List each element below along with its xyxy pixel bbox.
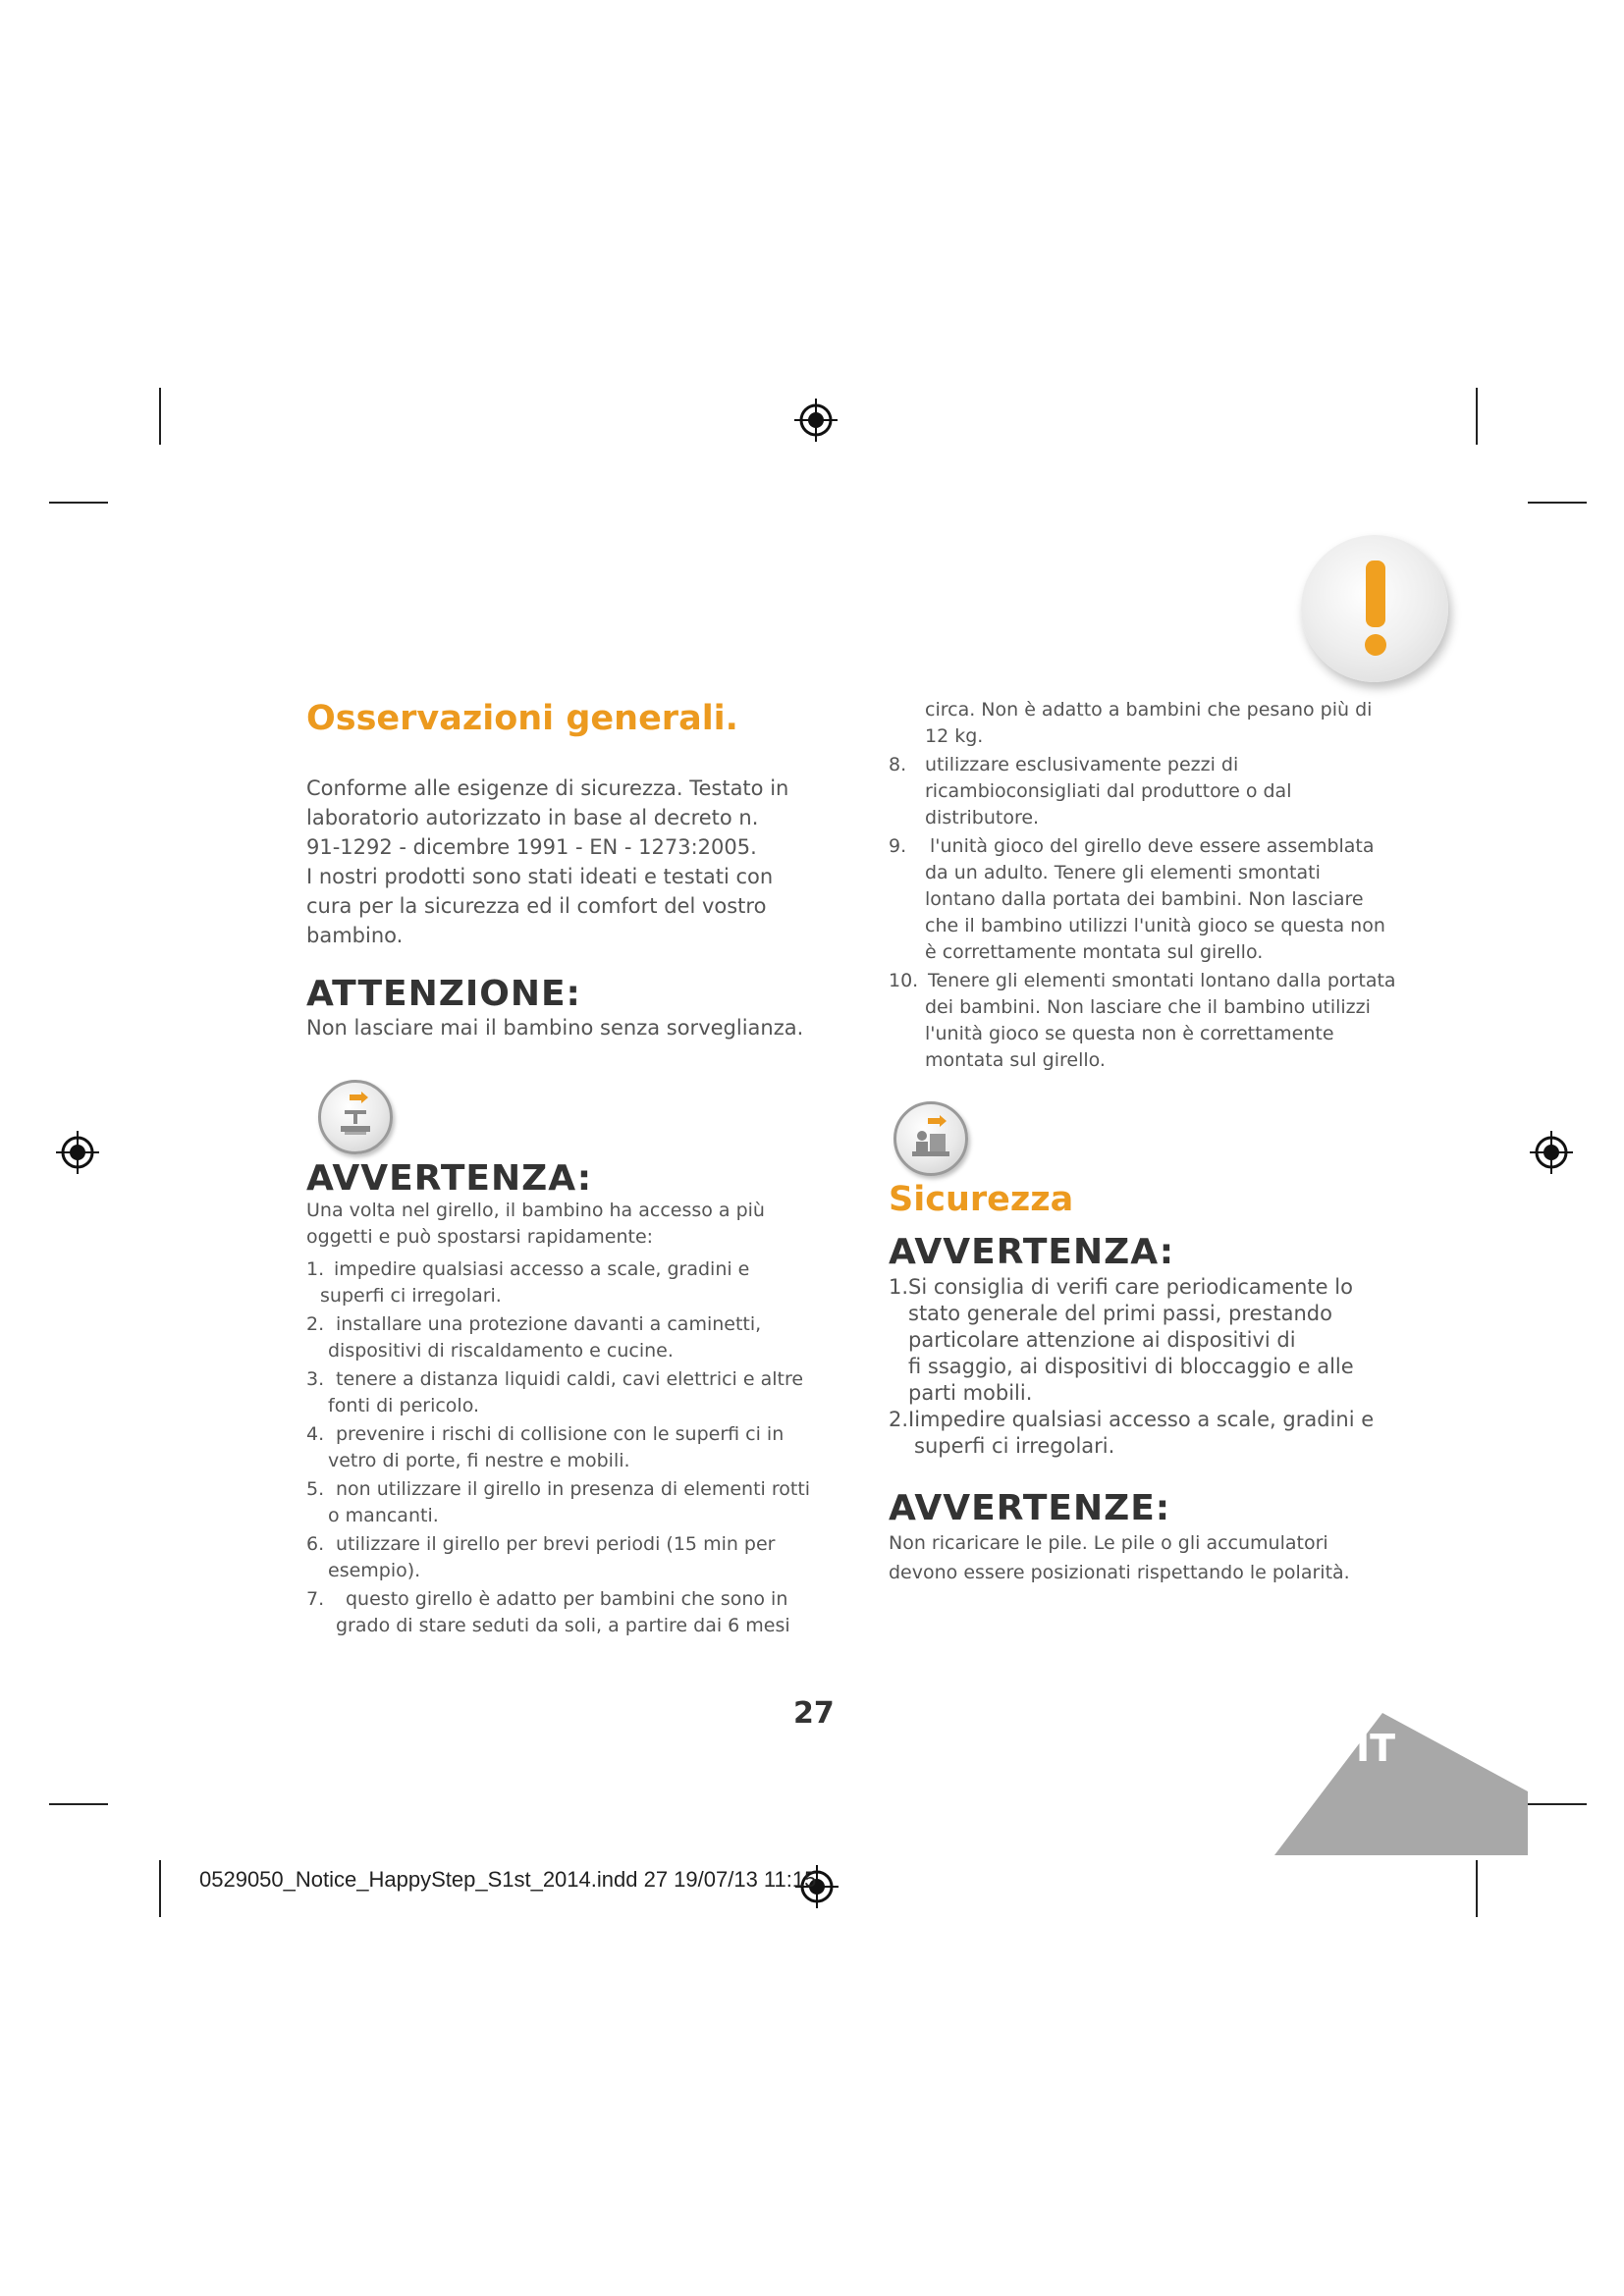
list-item-line: impedire qualsiasi accesso a scale, gradini e [334, 1258, 750, 1280]
crop-mark-bottom-right [1476, 1860, 1478, 1917]
warning-list-continued [889, 752, 1458, 1074]
list-item-line: l'unità gioco se questa non è correttamente [925, 1023, 1334, 1044]
list-item-line: o mancanti. [328, 1505, 439, 1526]
list-item-line: superfi ci irregolari. [914, 1434, 1115, 1458]
list-item-line: prevenire i rischi di collisione con le superfi ci in [336, 1423, 785, 1445]
left-column [306, 697, 866, 1639]
list-item-line: Tenere gli elementi smontati lontano dalla portata [928, 970, 1396, 991]
file-info-footer: 0529050_Notice_HappyStep_S1st_2014.indd 27 19/07/13 11:15 [199, 1867, 817, 1892]
list-item-line: fonti di pericolo. [328, 1395, 480, 1416]
intro-text [306, 774, 866, 950]
list-item [889, 833, 1458, 966]
crop-mark-top-right [1476, 388, 1478, 445]
intro-line: laboratorio autorizzato in base al decreto n. [306, 806, 759, 829]
list-item-line: non utilizzare il girello in presenza di elementi rotti [336, 1478, 811, 1500]
list-item-line: parti mobili. [908, 1381, 1033, 1405]
list-item [889, 1407, 1458, 1460]
walker-stairs-icon [318, 1080, 393, 1154]
attention-heading: ATTENZIONE: [306, 974, 581, 1014]
list-item-line: esempio). [328, 1560, 421, 1581]
list-item-line: dei bambini. Non lasciare che il bambino utilizzi [925, 996, 1371, 1018]
list-item-line: ricambioconsigliati dal produttore o dal [925, 780, 1292, 802]
warning-heading: AVVERTENZA: [306, 1158, 593, 1199]
crop-mark-left-bottom [49, 1803, 108, 1805]
list-item-number: 10. [889, 970, 919, 991]
warnings-line: Non ricaricare le pile. Le pile o gli accumulatori [889, 1532, 1328, 1554]
list-item-number: 5. [306, 1478, 325, 1500]
intro-line: bambino. [306, 924, 404, 947]
warning-intro-line: Una volta nel girello, il bambino ha accesso a più [306, 1200, 765, 1221]
list-item [306, 1366, 866, 1419]
crop-mark-left-top [49, 502, 108, 504]
list-item [889, 1274, 1458, 1407]
language-tab [1274, 1713, 1528, 1855]
list-item-line: è correttamente montata sul girello. [925, 941, 1264, 963]
list-item [306, 1311, 866, 1364]
list-item-line: distributore. [925, 807, 1040, 828]
list-item-line: che il bambino utilizzi l'unità gioco se questa non [925, 915, 1385, 936]
registration-mark-icon [54, 1129, 101, 1176]
list-item-number: 4. [306, 1423, 325, 1445]
list-item-line: l'unità gioco del girello deve essere assemblata [930, 835, 1375, 857]
list-item [306, 1256, 866, 1309]
list-item-line: stato generale del primi passi, prestando [908, 1302, 1332, 1325]
list-item-line: superfi ci irregolari. [320, 1285, 502, 1307]
list-item [889, 968, 1458, 1074]
warning-list [306, 1256, 866, 1639]
list-item-line: utilizzare esclusivamente pezzi di [925, 754, 1239, 775]
intro-line: cura per la sicurezza ed il comfort del vostro [306, 894, 767, 918]
list-item [306, 1421, 866, 1474]
list-item-number: 2. [306, 1313, 325, 1335]
list-item-line: da un adulto. Tenere gli elementi smontati [925, 862, 1321, 883]
warning-intro-line: oggetti e può spostarsi rapidamente: [306, 1226, 654, 1248]
list-item-number: 9. [889, 835, 907, 857]
attention-text: Non lasciare mai il bambino senza sorveglianza. [306, 1016, 804, 1040]
list-item-number: 7. [306, 1588, 325, 1610]
list-item [306, 1531, 866, 1584]
continuation-text [925, 697, 1458, 750]
list-item [306, 1476, 866, 1529]
list-item-line: fi ssaggio, ai dispositivi di bloccaggio e alle [908, 1355, 1354, 1378]
continuation-line: circa. Non è adatto a bambini che pesano più di [925, 699, 1373, 721]
safety-list [889, 1274, 1458, 1460]
intro-line: I nostri prodotti sono stati ideati e testati con [306, 865, 774, 888]
language-tab-label: IT [1356, 1727, 1396, 1770]
registration-mark-icon [1528, 1129, 1575, 1176]
intro-line: 91-1292 - dicembre 1991 - EN - 1273:2005. [306, 835, 757, 859]
list-item-line: utilizzare il girello per brevi periodi (15 min per [336, 1533, 776, 1555]
list-item-number: 1. [889, 1275, 909, 1299]
list-item-line: vetro di porte, fi nestre e mobili. [328, 1450, 630, 1471]
warnings-line: devono essere posizionati rispettando le polarità. [889, 1562, 1350, 1583]
crop-mark-right-top [1528, 502, 1587, 504]
crop-mark-bottom-left [159, 1860, 161, 1917]
list-item-line: dispositivi di riscaldamento e cucine. [328, 1340, 674, 1362]
exclamation-icon [1301, 535, 1448, 682]
right-column [889, 697, 1458, 1587]
list-item-number: 8. [889, 754, 907, 775]
list-item-number: 3. [306, 1368, 325, 1390]
registration-mark-icon [792, 397, 839, 444]
list-item-line: questo girello è adatto per bambini che sono in [346, 1588, 788, 1610]
walker-toy-icon [893, 1101, 968, 1176]
list-item-line: tenere a distanza liquidi caldi, cavi elettrici e altre [336, 1368, 804, 1390]
list-item-line: particolare attenzione ai dispositivi di [908, 1328, 1296, 1352]
crop-mark-top-left [159, 388, 161, 445]
intro-line: Conforme alle esigenze di sicurezza. Testato in [306, 776, 789, 800]
crop-mark-right-bottom [1528, 1803, 1587, 1805]
list-item [306, 1586, 866, 1639]
warning-intro [306, 1198, 866, 1251]
list-item-line: grado di stare seduti da soli, a partire dai 6 mesi [336, 1615, 790, 1636]
list-item-line: lontano dalla portata dei bambini. Non lasciare [925, 888, 1364, 910]
list-item-number: 6. [306, 1533, 325, 1555]
list-item [889, 752, 1458, 831]
warnings-heading: AVVERTENZE: [889, 1488, 1171, 1528]
page-number: 27 [793, 1696, 835, 1731]
warning-heading: AVVERTENZA: [889, 1232, 1175, 1272]
list-item-number: 1. [306, 1258, 325, 1280]
continuation-line: 12 kg. [925, 725, 984, 747]
list-item-number: 2. [889, 1408, 909, 1431]
section-heading-safety: Sicurezza [889, 1180, 1074, 1219]
section-heading-general: Osservazioni generali. [306, 699, 738, 738]
list-item-line: installare una protezione davanti a caminetti, [336, 1313, 762, 1335]
list-item-line: Iimpedire qualsiasi accesso a scale, gradini e [908, 1408, 1375, 1431]
list-item-line: montata sul girello. [925, 1049, 1106, 1071]
list-item-line: Si consiglia di verifi care periodicamente lo [908, 1275, 1353, 1299]
